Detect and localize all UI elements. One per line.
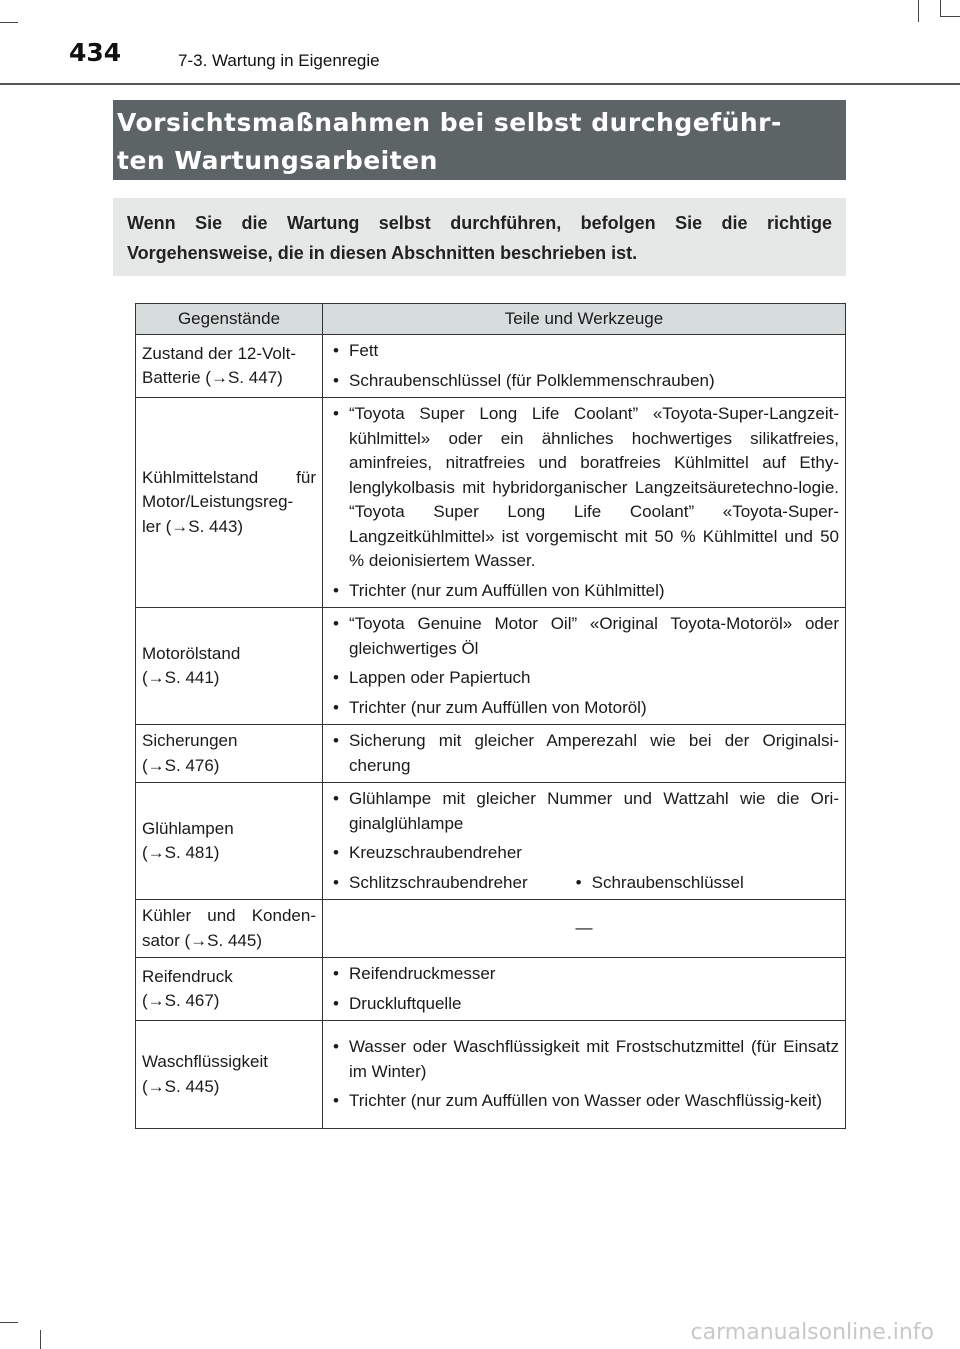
list-item: • Glühlampe mit gleicher Nummer und Wattzahl wie die Ori-ginalglühlampe <box>329 787 839 836</box>
table-row <box>136 1021 846 1129</box>
crop-mark <box>40 1330 41 1349</box>
table-row <box>136 783 846 900</box>
list-item: • “Toyota Genuine Motor Oil” «Original Toyota-Motoröl» oder gleichwertiges Öl <box>329 612 839 661</box>
item-cell: Zustand der 12-Volt- Batterie (→S. 447) <box>136 335 323 398</box>
list-item: • Lappen oder Papiertuch <box>329 666 839 691</box>
table-row <box>136 398 846 608</box>
tools-cell <box>323 335 846 398</box>
tools-cell <box>323 1021 846 1129</box>
item-cell: Kühlmittelstand für Motor/Leistungsreg- ler (→S. 443) <box>136 398 323 608</box>
table-row <box>136 725 846 783</box>
item-cell: Kühler und Konden- sator (→S. 445) <box>136 900 323 958</box>
list-item: • Fett <box>329 339 839 364</box>
list-item: • Wasser oder Waschflüssigkeit mit Frostschutzmittel (für Einsatz im Winter) <box>329 1035 839 1084</box>
list-item: • Druckluftquelle <box>329 992 839 1017</box>
tools-cell <box>323 398 846 608</box>
table-header-row <box>136 304 846 335</box>
column-header-tools: Teile und Werkzeuge <box>323 304 846 335</box>
list-item: • Kreuzschraubendreher <box>329 841 839 866</box>
list-item: • “Toyota Super Long Life Coolant” «Toyota-Super-Langzeit-kühlmittel» oder ein ähnliches hochwertiges silikatfreies, aminfreies, nitratfreies und boratfreies Kühlmittel auf Ethy-lenglykolbasis mit hybridorganischer Langzeitsäuretechno-logie. “Toyota Super Long Life Coolant” «Toyota-Super-Langzeitkühlmittel» ist vorgemischt mit 50 % Kühlmittel und 50 % deionisiertem Wasser. <box>329 402 839 574</box>
maintenance-table <box>135 303 846 1129</box>
crop-mark <box>0 1322 18 1323</box>
page-header <box>0 0 960 84</box>
list-item: • Schlitzschraubendreher <box>329 871 528 896</box>
table-row <box>136 958 846 1021</box>
column-header-items: Gegenstände <box>136 304 323 335</box>
list-item: • Sicherung mit gleicher Amperezahl wie bei der Originalsi-cherung <box>329 729 839 778</box>
section-title-line1: Vorsichtsmaßnahmen bei selbst durchgeführ- <box>117 108 782 137</box>
item-cell: Sicherungen (→S. 476) <box>136 725 323 783</box>
item-cell: Waschflüssigkeit (→S. 445) <box>136 1021 323 1129</box>
tools-cell <box>323 608 846 725</box>
intro-text: Wenn Sie die Wartung selbst durchführen, befolgen Sie die richtige Vorgehensweise, die in diesen Abschnitten beschrieben ist. <box>113 198 846 276</box>
empty-dash-cell: — <box>323 900 846 958</box>
table-row <box>136 900 846 958</box>
table-row <box>136 608 846 725</box>
item-cell: Motorölstand (→S. 441) <box>136 608 323 725</box>
page-number: 434 <box>69 38 122 67</box>
header-rule <box>0 83 960 85</box>
section-title <box>113 100 846 180</box>
section-title-line2: ten Wartungsarbeiten <box>117 146 438 175</box>
list-item: • Trichter (nur zum Auffüllen von Kühlmittel) <box>329 579 839 604</box>
item-cell: Glühlampen (→S. 481) <box>136 783 323 900</box>
chapter-title: 7-3. Wartung in Eigenregie <box>178 51 380 70</box>
item-cell: Reifendruck (→S. 467) <box>136 958 323 1021</box>
list-item: • Schraubenschlüssel <box>572 871 744 896</box>
tools-cell <box>323 958 846 1021</box>
table-row <box>136 335 846 398</box>
list-item: • Reifendruckmesser <box>329 962 839 987</box>
tools-cell <box>323 783 846 900</box>
list-item: • Schraubenschlüssel (für Polklemmenschrauben) <box>329 369 839 394</box>
tools-cell <box>323 725 846 783</box>
watermark: carmanualsonline.info <box>690 1320 934 1345</box>
list-item: • Trichter (nur zum Auffüllen von Wasser oder Waschflüssig-keit) <box>329 1089 839 1114</box>
list-item: • Trichter (nur zum Auffüllen von Motoröl) <box>329 696 839 721</box>
